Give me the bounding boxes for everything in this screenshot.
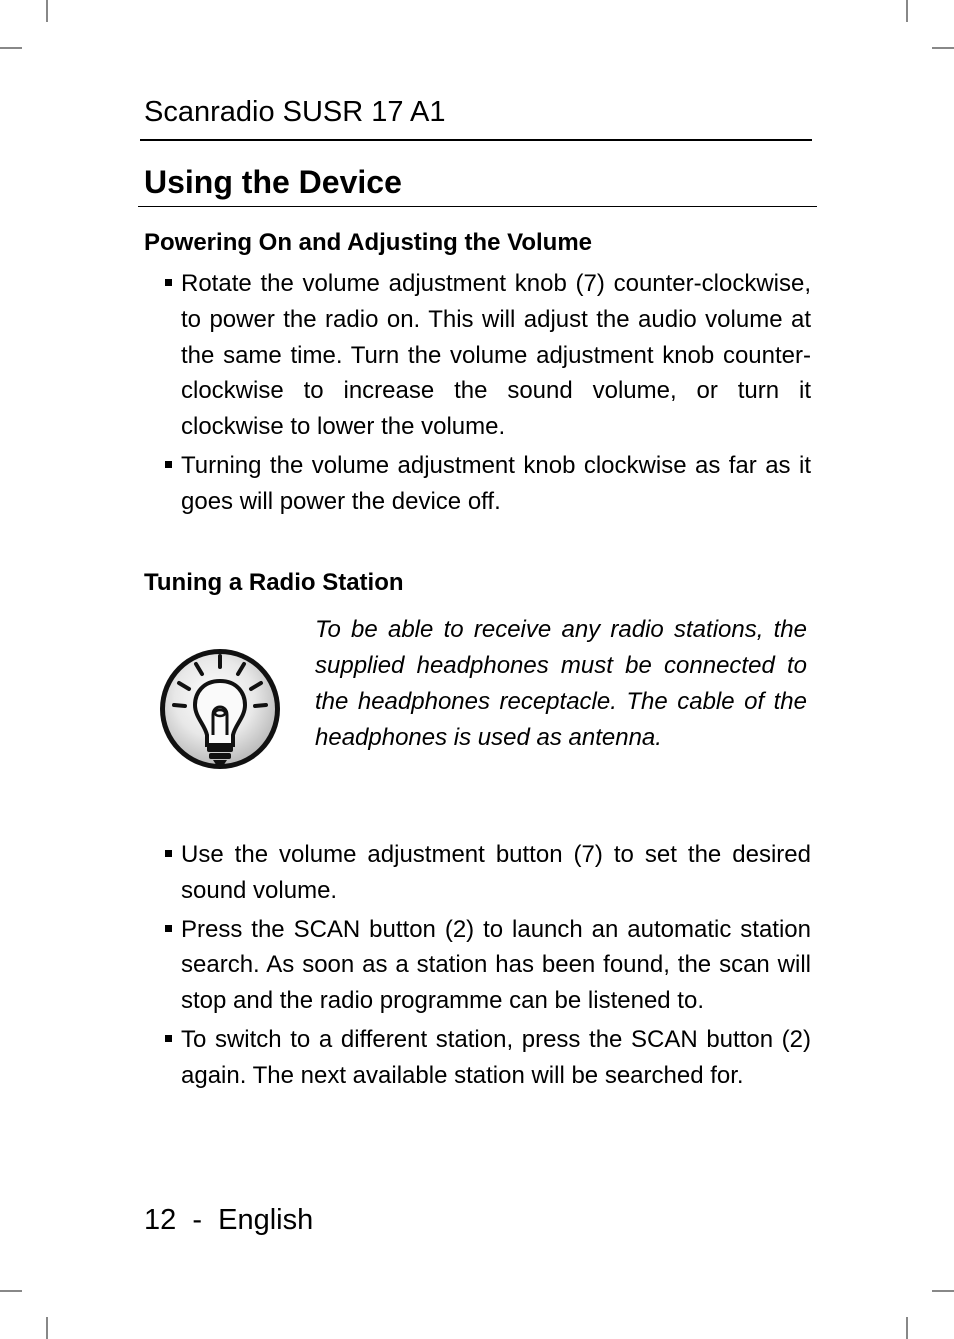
lightbulb-icon	[155, 645, 285, 773]
title-rule	[138, 206, 817, 207]
list-item: To switch to a different station, press the SCAN button (2) again. The next available station will be searched for.	[181, 1022, 811, 1094]
page-title: Using the Device	[144, 164, 402, 200]
crop-mark	[0, 47, 22, 49]
note-text: To be able to receive any radio stations, the supplied headphones must be connected to the headphones receptacle. The cable of the headphones is used as antenna.	[315, 616, 807, 751]
header-rule	[140, 139, 812, 141]
crop-mark	[0, 1290, 22, 1292]
bullet-list-tuning	[181, 837, 811, 1097]
section-heading-power: Powering On and Adjusting the Volume	[144, 229, 593, 256]
bullet-list-power	[181, 266, 811, 523]
crop-mark	[932, 47, 954, 49]
crop-mark	[46, 0, 48, 22]
page-footer: 12 - English	[144, 1204, 314, 1236]
list-item: Rotate the volume adjustment knob (7) counter-clockwise, to power the radio on. This will adjust the audio volume at the same time. Turn the volume adjustment knob counter-clockwise to increase the sound volume, or turn it clockwise to lower the volume.	[181, 266, 811, 445]
running-header: Scanradio SUSR 17 A1	[144, 96, 446, 128]
crop-mark	[932, 1290, 954, 1292]
crop-mark	[906, 0, 908, 22]
list-item: Press the SCAN button (2) to launch an automatic station search. As soon as a station has been found, the scan will stop and the radio programme can be listened to.	[181, 912, 811, 1019]
crop-mark	[906, 1317, 908, 1339]
list-item: Turning the volume adjustment knob clockwise as far as it goes will power the device off.	[181, 448, 811, 520]
list-item: Use the volume adjustment button (7) to set the desired sound volume.	[181, 837, 811, 909]
section-heading-tuning: Tuning a Radio Station	[144, 569, 404, 596]
crop-mark	[46, 1317, 48, 1339]
